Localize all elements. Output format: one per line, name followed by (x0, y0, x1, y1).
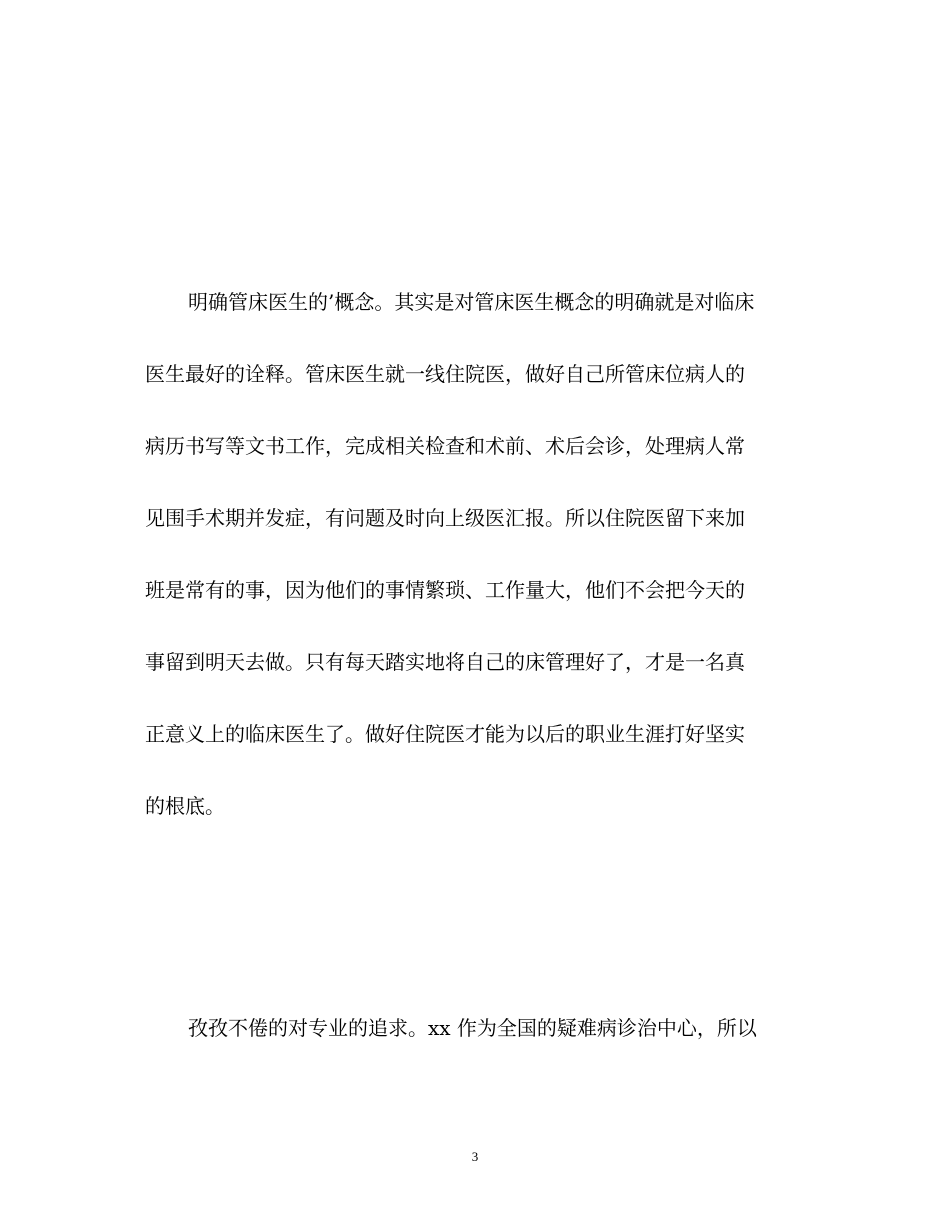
paragraph-line: 孜孜不倦的对专业的追求。xx 作为全国的疑难病诊治中心，所以 (188, 1016, 757, 1040)
paragraph-line: 的根底。 (145, 794, 225, 818)
paragraph-line: 事留到明天去做。只有每天踏实地将自己的床管理好了，才是一名真 (145, 650, 745, 674)
paragraph-line: 正意义上的临床医生了。做好住院医才能为以后的职业生涯打好坚实 (145, 722, 745, 746)
paragraph-line: 明确管床医生的’概念。其实是对管床医生概念的明确就是对临床 (188, 290, 755, 314)
page-number: 3 (471, 1149, 479, 1164)
paragraph-line: 见围手术期并发症，有问题及时向上级医汇报。所以住院医留下来加 (145, 506, 745, 530)
paragraph-line: 班是常有的事，因为他们的事情繁琐、工作量大，他们不会把今天的 (145, 578, 745, 602)
paragraph-line: 医生最好的诠释。管床医生就一线住院医，做好自己所管床位病人的 (145, 362, 745, 386)
paragraph-line: 病历书写等文书工作，完成相关检查和术前、术后会诊，处理病人常 (145, 434, 745, 458)
